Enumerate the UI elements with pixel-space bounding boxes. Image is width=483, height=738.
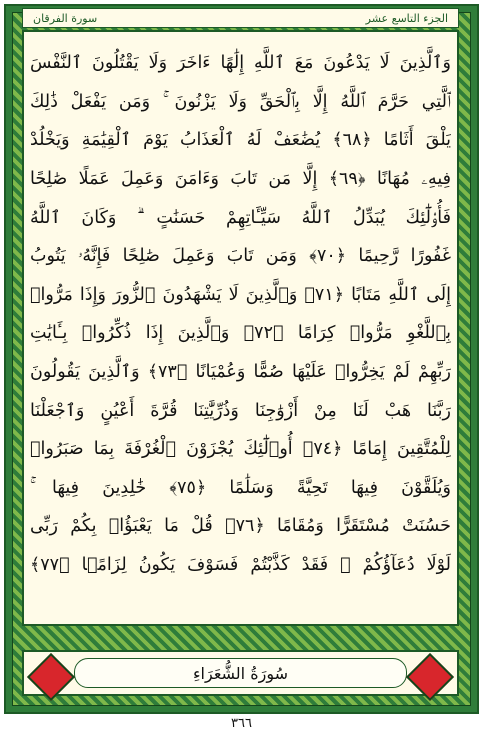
- verse-line: [30, 160, 451, 199]
- verse-line: [30, 276, 451, 315]
- page-header: [22, 8, 459, 28]
- verse-text: وَيُلَقَّوْنَ فِيهَا تَحِيَّةً وَسَلَٰمًا ﴿٧٥﴾ خَٰلِدِينَ فِيهَا ۚ: [30, 477, 451, 498]
- verse-line: [30, 469, 451, 508]
- verse-text: حَسُنَتْ مُسْتَقَرًّا وَمُقَامًا ﴿٧٦﴾ قُلْ مَا يَعْبَؤُا۟ بِكُمْ رَبِّى: [30, 516, 451, 537]
- verse-line: [30, 198, 451, 237]
- verse-text: ٱلَّتِي حَرَّمَ ٱللَّهُ إِلَّا بِٱلْحَقِّ وَلَا يَزْنُونَ ۚ وَمَن يَفْعَلْ ذَٰلِكَ: [30, 91, 451, 112]
- next-surah-title: سُورَةُ الشُّعَرَاءِ: [74, 658, 407, 688]
- verse-line: [30, 507, 451, 546]
- verse-line: [30, 83, 451, 122]
- header-surah: سورة الفرقان: [33, 11, 98, 25]
- ornament-icon: [406, 653, 454, 701]
- ornament-icon: [27, 653, 75, 701]
- verse-text: يَلْقَ أَثَامًا ﴿٦٨﴾ يُضَٰعَفْ لَهُ ٱلْعَذَابُ يَوْمَ ٱلْقِيَٰمَةِ وَيَخْلُدْ: [30, 130, 451, 151]
- verse-text: إِلَى ٱللَّهِ مَتَابًا ﴿٧١﴾ وَٱلَّذِينَ لَا يَشْهَدُونَ ٱلزُّورَ وَإِذَا مَرُّوا۟: [30, 284, 451, 305]
- verse-line: [30, 44, 451, 83]
- verse-text: لِلْمُتَّقِينَ إِمَامًا ﴿٧٤﴾ أُو۟لَٰٓئِكَ يُجْزَوْنَ ٱلْغُرْفَةَ بِمَا صَبَرُوا۟: [30, 439, 451, 460]
- verse-line: [30, 391, 451, 430]
- verse-line: [30, 121, 451, 160]
- verse-line: [30, 430, 451, 469]
- verse-line: [30, 237, 451, 276]
- verse-text: فِيهِۦ مُهَانًا ﴿٦٩﴾ إِلَّا مَن تَابَ وَءَامَنَ وَعَمِلَ عَمَلًا صَٰلِحًا: [30, 169, 451, 190]
- verse-line: [30, 353, 451, 392]
- verse-text: بِٱللَّغْوِ مَرُّوا۟ كِرَامًا ﴿٧٢﴾ وَٱلَّذِينَ إِذَا ذُكِّرُوا۟ بِـَٔايَٰتِ: [30, 323, 451, 344]
- verse-line: [30, 546, 451, 585]
- surah-title-banner: [22, 650, 459, 696]
- page-number: ٣٦٦: [231, 716, 252, 731]
- verse-line: [30, 314, 451, 353]
- verse-lines: [30, 44, 451, 584]
- header-juz: الجزء التاسع عشر: [365, 11, 448, 25]
- verse-text: رَبِّهِمْ لَمْ يَخِرُّوا۟ عَلَيْهَا صُمًّا وَعُمْيَانًا ﴿٧٣﴾ وَٱلَّذِينَ يَقُولُونَ: [30, 362, 451, 383]
- verse-text: رَبَّنَا هَبْ لَنَا مِنْ أَزْوَٰجِنَا وَذُرِّيَّٰتِنَا قُرَّةَ أَعْيُنٍ وَٱجْعَلْنَا: [30, 400, 451, 421]
- verse-text: فَأُو۟لَٰٓئِكَ يُبَدِّلُ ٱللَّهُ سَيِّـَٔاتِهِمْ حَسَنَٰتٍ ۗ وَكَانَ ٱللَّهُ: [30, 207, 451, 228]
- verse-text: وَٱلَّذِينَ لَا يَدْعُونَ مَعَ ٱللَّهِ إِلَٰهًا ءَاخَرَ وَلَا يَقْتُلُونَ ٱلنَّفْسَ: [30, 53, 451, 74]
- verse-text: غَفُورًا رَّحِيمًا ﴿٧٠﴾ وَمَن تَابَ وَعَمِلَ صَٰلِحًا فَإِنَّهُۥ يَتُوبُ: [30, 246, 451, 267]
- verse-text: لَوْلَا دُعَآؤُكُمْ ۖ فَقَدْ كَذَّبْتُمْ فَسَوْفَ يَكُونُ لِزَامًۢا ﴿٧٧﴾: [30, 555, 451, 576]
